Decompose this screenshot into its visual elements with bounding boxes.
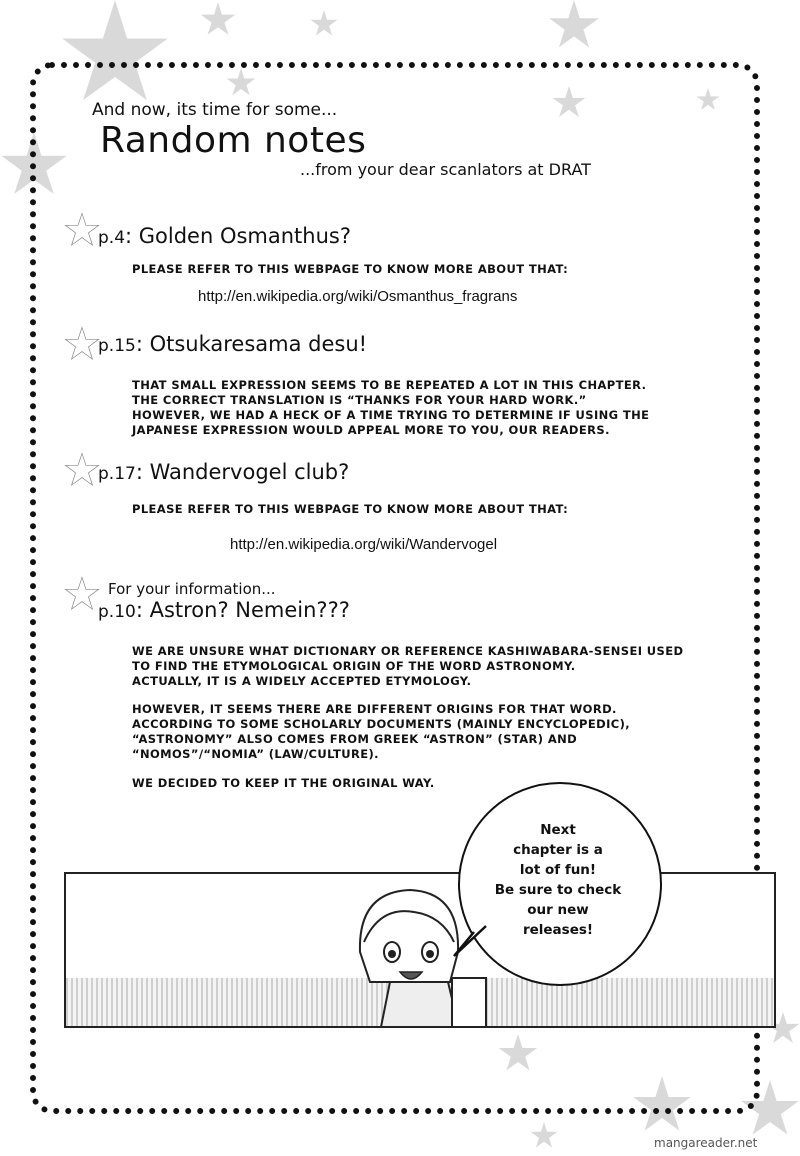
speech-bubble-text: Next chapter is a lot of fun! Be sure to check our new releases! [494,822,622,938]
note-paragraph: HOWEVER, IT SEEMS THERE ARE DIFFERENT ORIGINS FOR THAT WORD. ACCORDING TO SOME SCHOLARLY DOCUMENTS (MAINLY ENCYCLOPEDIC), “ASTRONOMY” ALSO COMES FROM GREEK “ASTRON” (STAR) AND “NOMOS”/“NOMIA” (LAW/CULTURE). [132,702,631,761]
note-title: : Astron? Nemein??? [135,598,350,622]
note-text: THAT SMALL EXPRESSION SEEMS TO BE REPEATED A LOT IN THIS CHAPTER. THE CORRECT TRANSLATION IS “THANKS FOR YOUR HARD WORK.” HOWEVER, WE HAD A HECK OF A TIME TRYING TO DETERMINE IF USING THE JAPANESE EXPRESSION WOULD APPEAL MORE TO YOU, OUR READERS. [132,378,650,437]
note-page-ref: p.17 [98,464,136,484]
note-heading [98,332,367,356]
note-heading [98,460,349,484]
decorative-star-icon [310,10,338,38]
decorative-star-icon [530,1122,558,1150]
watermark: mangareader.net [654,1136,758,1150]
note-title: : Wandervogel club? [135,460,350,484]
note-page-ref: p.10 [98,602,136,622]
section-star-icon [62,326,102,362]
illustration-panel [64,872,776,1028]
note-title: : Golden Osmanthus? [125,224,352,248]
note-link[interactable]: http://en.wikipedia.org/wiki/Wandervogel [230,536,498,553]
note-link[interactable]: http://en.wikipedia.org/wiki/Osmanthus_fragrans [198,288,518,305]
section-star-icon [62,212,102,248]
note-title: : Otsukaresama desu! [135,332,368,356]
intro-text: And now, its time for some... [92,100,338,120]
note-lead: For your information... [108,580,276,598]
note-heading [98,224,351,248]
note-paragraph: WE DECIDED TO KEEP IT THE ORIGINAL WAY. [132,776,435,790]
decorative-star-icon [200,2,236,38]
note-page-ref: p.4 [98,228,126,248]
note-heading [98,598,350,622]
note-paragraph: WE ARE UNSURE WHAT DICTIONARY OR REFERENCE KASHIWABARA-SENSEI USED TO FIND THE ETYMOLOGICAL ORIGIN OF THE WORD ASTRONOMY. ACTUALLY, IT IS A WIDELY ACCEPTED ETYMOLOGY. [132,644,684,688]
section-star-icon [62,452,102,488]
credit-text: ...from your dear scanlators at DRAT [300,160,591,179]
note-text: PLEASE REFER TO THIS WEBPAGE TO KNOW MORE ABOUT THAT: [132,502,569,516]
decorative-star-icon [548,0,600,52]
note-page-ref: p.15 [98,336,136,356]
page-title: Random notes [100,120,367,161]
note-text: PLEASE REFER TO THIS WEBPAGE TO KNOW MORE ABOUT THAT: [132,262,569,276]
section-star-icon [62,576,102,612]
